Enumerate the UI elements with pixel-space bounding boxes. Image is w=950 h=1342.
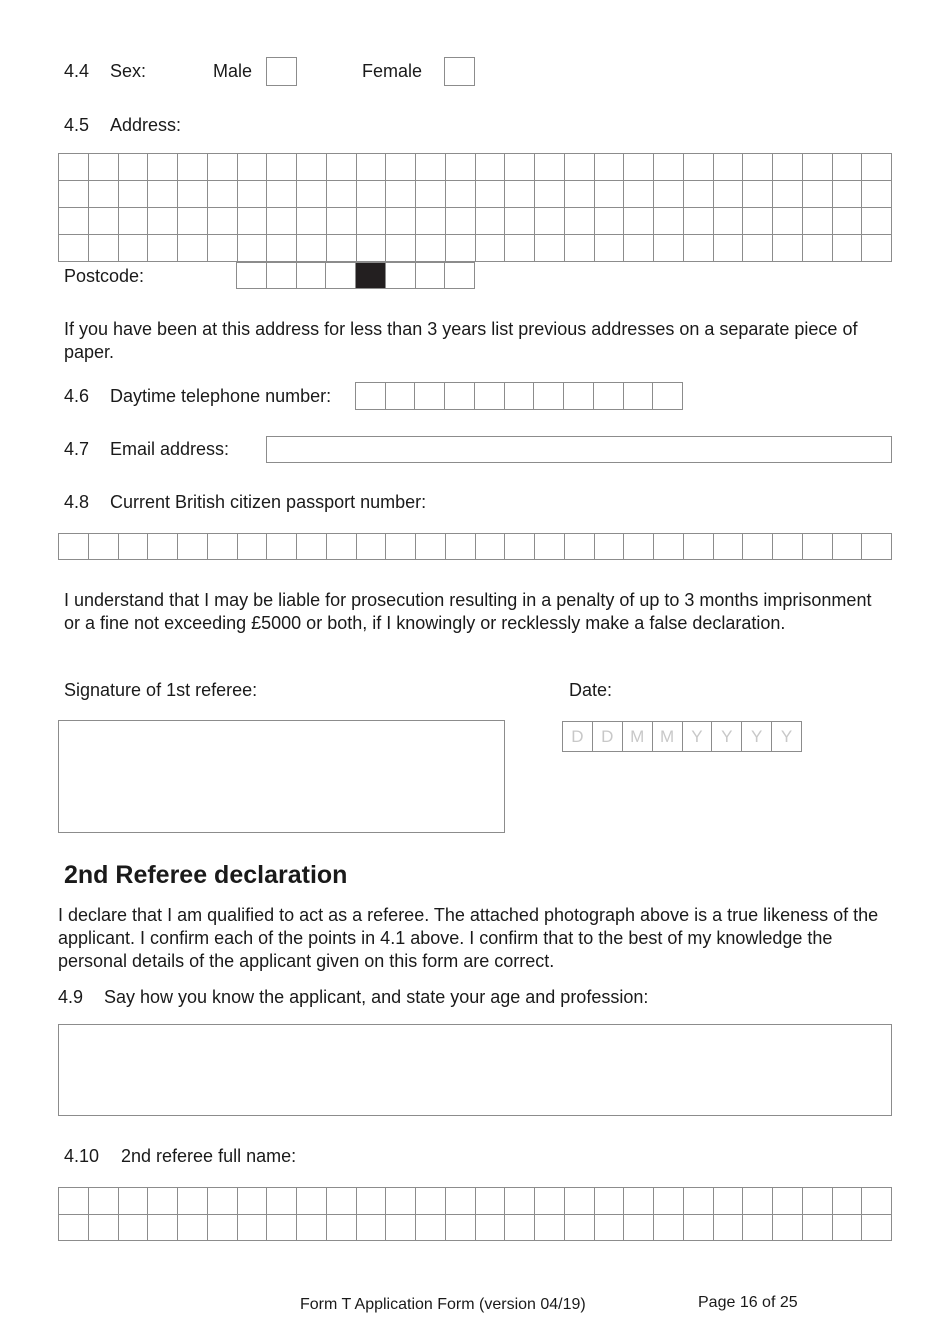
- postcode-label: Postcode:: [64, 266, 145, 286]
- full-name-cell[interactable]: [773, 1188, 803, 1215]
- address-cell[interactable]: [297, 181, 327, 208]
- passport-cell[interactable]: [208, 534, 238, 560]
- full-name-cell[interactable]: [208, 1188, 238, 1215]
- address-cell[interactable]: [357, 181, 387, 208]
- full-name-cell[interactable]: [833, 1215, 863, 1242]
- address-cell[interactable]: [446, 235, 476, 262]
- passport-cell[interactable]: [595, 534, 625, 560]
- address-cell[interactable]: [386, 154, 416, 181]
- address-cell[interactable]: [862, 235, 892, 262]
- footer-page-number: Page 16 of 25: [698, 1294, 798, 1311]
- full-name-cell[interactable]: [208, 1215, 238, 1242]
- address-cell[interactable]: [505, 154, 535, 181]
- full-name-cell[interactable]: [684, 1188, 714, 1215]
- address-cell[interactable]: [714, 235, 744, 262]
- postcode-cell[interactable]: [267, 263, 297, 289]
- postcode-cell[interactable]: [326, 263, 356, 289]
- full-name-cell[interactable]: [714, 1215, 744, 1242]
- date-grid[interactable]: [562, 721, 802, 752]
- full-name-cell[interactable]: [476, 1188, 506, 1215]
- address-cell[interactable]: [119, 235, 149, 262]
- address-cell[interactable]: [416, 181, 446, 208]
- address-cell[interactable]: [416, 154, 446, 181]
- address-cell[interactable]: [803, 181, 833, 208]
- full-name-cell[interactable]: [297, 1215, 327, 1242]
- passport-cell[interactable]: [89, 534, 119, 560]
- address-cell[interactable]: [416, 235, 446, 262]
- address-cell[interactable]: [89, 208, 119, 235]
- date-year-3-cell[interactable]: Y: [742, 722, 772, 752]
- postcode-cell: [356, 263, 386, 289]
- address-cell[interactable]: [238, 181, 268, 208]
- passport-cell[interactable]: [59, 534, 89, 560]
- q45-label: Address:: [110, 115, 182, 135]
- full-name-cell[interactable]: [416, 1215, 446, 1242]
- full-name-cell[interactable]: [476, 1215, 506, 1242]
- full-name-cell[interactable]: [297, 1188, 327, 1215]
- date-year-4-cell[interactable]: Y: [772, 722, 802, 752]
- phone-cell[interactable]: [594, 383, 624, 410]
- phone-cell[interactable]: [534, 383, 564, 410]
- address-cell[interactable]: [267, 235, 297, 262]
- q47-number: 4.7: [64, 439, 90, 459]
- phone-cell[interactable]: [564, 383, 594, 410]
- full-name-cell[interactable]: [535, 1188, 565, 1215]
- address-cell[interactable]: [357, 235, 387, 262]
- address-cell[interactable]: [862, 154, 892, 181]
- address-cell[interactable]: [208, 181, 238, 208]
- address-cell[interactable]: [505, 181, 535, 208]
- address-cell[interactable]: [654, 208, 684, 235]
- full-name-cell[interactable]: [178, 1188, 208, 1215]
- male-label: Male: [213, 61, 253, 81]
- passport-cell[interactable]: [505, 534, 535, 560]
- address-grid[interactable]: [58, 153, 892, 262]
- address-cell[interactable]: [535, 208, 565, 235]
- q44-number: 4.4: [64, 61, 90, 81]
- full-name-cell[interactable]: [862, 1188, 892, 1215]
- passport-cell[interactable]: [684, 534, 714, 560]
- phone-cell[interactable]: [445, 383, 475, 410]
- phone-grid[interactable]: [355, 382, 683, 410]
- full-name-cell[interactable]: [446, 1188, 476, 1215]
- declaration-text: I understand that I may be liable for prosecution resulting in a penalty of up to 3 months imprisonment or a fine not exceeding £5000 or both, if I knowingly or recklessly make a false declaration.: [64, 590, 872, 633]
- address-cell[interactable]: [862, 208, 892, 235]
- address-cell[interactable]: [208, 235, 238, 262]
- passport-cell[interactable]: [862, 534, 892, 560]
- passport-cell[interactable]: [743, 534, 773, 560]
- address-cell[interactable]: [743, 181, 773, 208]
- address-cell[interactable]: [476, 208, 506, 235]
- passport-cell[interactable]: [416, 534, 446, 560]
- full-name-cell[interactable]: [684, 1215, 714, 1242]
- passport-cell[interactable]: [476, 534, 506, 560]
- q49-label: Say how you know the applicant, and state your age and profession:: [104, 987, 649, 1007]
- address-cell[interactable]: [446, 181, 476, 208]
- address-cell[interactable]: [743, 235, 773, 262]
- address-cell[interactable]: [505, 235, 535, 262]
- address-cell[interactable]: [327, 235, 357, 262]
- passport-cell[interactable]: [357, 534, 387, 560]
- address-cell[interactable]: [535, 154, 565, 181]
- full-name-cell[interactable]: [803, 1188, 833, 1215]
- date-month-2-cell[interactable]: M: [653, 722, 683, 752]
- address-cell[interactable]: [476, 154, 506, 181]
- address-cell[interactable]: [595, 235, 625, 262]
- address-cell[interactable]: [327, 208, 357, 235]
- full-name-cell[interactable]: [743, 1188, 773, 1215]
- address-cell[interactable]: [267, 181, 297, 208]
- passport-cell[interactable]: [119, 534, 149, 560]
- address-cell[interactable]: [386, 235, 416, 262]
- address-cell[interactable]: [624, 154, 654, 181]
- q44-label: Sex:: [110, 61, 147, 81]
- address-cell[interactable]: [833, 235, 863, 262]
- address-cell[interactable]: [386, 181, 416, 208]
- phone-cell[interactable]: [475, 383, 505, 410]
- date-day-1-cell[interactable]: D: [563, 722, 593, 752]
- full-name-cell[interactable]: [505, 1215, 535, 1242]
- address-cell[interactable]: [238, 154, 268, 181]
- phone-cell[interactable]: [356, 383, 386, 410]
- q410-label: 2nd referee full name:: [121, 1146, 297, 1166]
- phone-cell[interactable]: [415, 383, 445, 410]
- full-name-grid[interactable]: [58, 1187, 892, 1241]
- address-cell[interactable]: [803, 208, 833, 235]
- address-cell[interactable]: [654, 181, 684, 208]
- address-cell[interactable]: [208, 208, 238, 235]
- address-cell[interactable]: [327, 181, 357, 208]
- q47-label: Email address:: [110, 439, 230, 459]
- passport-cell[interactable]: [446, 534, 476, 560]
- signature-box[interactable]: [58, 720, 505, 833]
- phone-cell[interactable]: [653, 383, 683, 410]
- passport-cell[interactable]: [714, 534, 744, 560]
- address-cell[interactable]: [803, 154, 833, 181]
- q49-number: 4.9: [58, 987, 84, 1007]
- full-name-cell[interactable]: [238, 1215, 268, 1242]
- full-name-cell[interactable]: [148, 1188, 178, 1215]
- phone-cell[interactable]: [386, 383, 416, 410]
- address-cell[interactable]: [624, 235, 654, 262]
- full-name-cell[interactable]: [357, 1188, 387, 1215]
- address-cell[interactable]: [535, 235, 565, 262]
- postcode-grid[interactable]: [236, 262, 475, 289]
- address-cell[interactable]: [297, 235, 327, 262]
- postcode-cell[interactable]: [445, 263, 475, 289]
- address-cell[interactable]: [595, 181, 625, 208]
- passport-cell[interactable]: [654, 534, 684, 560]
- postcode-cell[interactable]: [386, 263, 416, 289]
- full-name-cell[interactable]: [833, 1188, 863, 1215]
- passport-cell[interactable]: [267, 534, 297, 560]
- address-cell[interactable]: [684, 235, 714, 262]
- passport-cell[interactable]: [386, 534, 416, 560]
- female-label: Female: [362, 61, 423, 81]
- section-heading: 2nd Referee declaration: [64, 861, 348, 889]
- address-cell[interactable]: [654, 235, 684, 262]
- date-year-1-cell[interactable]: Y: [683, 722, 713, 752]
- phone-cell[interactable]: [505, 383, 535, 410]
- passport-cell[interactable]: [833, 534, 863, 560]
- full-name-cell[interactable]: [654, 1188, 684, 1215]
- address-cell[interactable]: [267, 154, 297, 181]
- address-cell[interactable]: [89, 235, 119, 262]
- full-name-cell[interactable]: [743, 1215, 773, 1242]
- address-cell[interactable]: [505, 208, 535, 235]
- q48-number: 4.8: [64, 492, 90, 512]
- address-cell[interactable]: [773, 154, 803, 181]
- passport-cell[interactable]: [297, 534, 327, 560]
- address-cell[interactable]: [565, 181, 595, 208]
- passport-grid[interactable]: [58, 533, 892, 560]
- address-cell[interactable]: [773, 208, 803, 235]
- q45-number: 4.5: [64, 115, 90, 135]
- address-cell[interactable]: [178, 154, 208, 181]
- address-cell[interactable]: [684, 181, 714, 208]
- address-cell[interactable]: [773, 235, 803, 262]
- full-name-cell[interactable]: [654, 1215, 684, 1242]
- passport-cell[interactable]: [565, 534, 595, 560]
- q46-number: 4.6: [64, 386, 90, 406]
- full-name-cell[interactable]: [416, 1188, 446, 1215]
- address-cell[interactable]: [446, 154, 476, 181]
- address-cell[interactable]: [535, 181, 565, 208]
- address-cell[interactable]: [714, 181, 744, 208]
- address-cell[interactable]: [595, 154, 625, 181]
- address-cell[interactable]: [833, 208, 863, 235]
- address-cell[interactable]: [89, 154, 119, 181]
- full-name-cell[interactable]: [386, 1188, 416, 1215]
- address-cell[interactable]: [119, 154, 149, 181]
- address-cell[interactable]: [357, 154, 387, 181]
- full-name-cell[interactable]: [119, 1188, 149, 1215]
- full-name-cell[interactable]: [595, 1188, 625, 1215]
- address-cell[interactable]: [446, 208, 476, 235]
- address-cell[interactable]: [59, 154, 89, 181]
- full-name-cell[interactable]: [267, 1215, 297, 1242]
- address-cell[interactable]: [624, 208, 654, 235]
- address-cell[interactable]: [59, 181, 89, 208]
- address-cell[interactable]: [59, 235, 89, 262]
- full-name-cell[interactable]: [565, 1188, 595, 1215]
- address-cell[interactable]: [148, 181, 178, 208]
- full-name-cell[interactable]: [148, 1215, 178, 1242]
- female-checkbox[interactable]: [444, 57, 475, 86]
- address-cell[interactable]: [297, 154, 327, 181]
- address-cell[interactable]: [714, 208, 744, 235]
- full-name-cell[interactable]: [59, 1215, 89, 1242]
- address-cell[interactable]: [178, 235, 208, 262]
- address-cell[interactable]: [862, 181, 892, 208]
- address-cell[interactable]: [476, 181, 506, 208]
- date-day-2-cell[interactable]: D: [593, 722, 623, 752]
- date-label: Date:: [569, 680, 613, 700]
- full-name-cell[interactable]: [386, 1215, 416, 1242]
- address-note: If you have been at this address for less than 3 years list previous addresses on a separate piece of paper.: [64, 319, 858, 362]
- footer-form-name: Form T Application Form (version 04/19): [300, 1296, 586, 1313]
- passport-cell[interactable]: [535, 534, 565, 560]
- address-cell[interactable]: [208, 154, 238, 181]
- address-cell[interactable]: [178, 181, 208, 208]
- full-name-cell[interactable]: [446, 1215, 476, 1242]
- phone-cell[interactable]: [624, 383, 654, 410]
- address-cell[interactable]: [386, 208, 416, 235]
- address-cell[interactable]: [476, 235, 506, 262]
- male-checkbox[interactable]: [266, 57, 297, 86]
- date-month-1-cell[interactable]: M: [623, 722, 653, 752]
- passport-cell[interactable]: [327, 534, 357, 560]
- address-cell[interactable]: [773, 181, 803, 208]
- full-name-cell[interactable]: [89, 1215, 119, 1242]
- full-name-cell[interactable]: [624, 1188, 654, 1215]
- passport-cell[interactable]: [148, 534, 178, 560]
- address-cell[interactable]: [119, 208, 149, 235]
- postcode-cell[interactable]: [416, 263, 446, 289]
- signature-label: Signature of 1st referee:: [64, 680, 258, 700]
- q46-label: Daytime telephone number:: [110, 386, 332, 406]
- address-cell[interactable]: [327, 154, 357, 181]
- address-cell[interactable]: [238, 208, 268, 235]
- full-name-cell[interactable]: [505, 1188, 535, 1215]
- address-cell[interactable]: [119, 181, 149, 208]
- address-cell[interactable]: [833, 181, 863, 208]
- address-cell[interactable]: [684, 208, 714, 235]
- full-name-cell[interactable]: [327, 1215, 357, 1242]
- referee2-declaration-text: I declare that I am qualified to act as a referee. The attached photograph above is a true likeness of the applicant. I confirm each of the points in 4.1 above. I confirm that to the best of my knowledge the personal details of the applicant given on this form are correct.: [58, 905, 879, 971]
- full-name-cell[interactable]: [267, 1188, 297, 1215]
- full-name-cell[interactable]: [357, 1215, 387, 1242]
- full-name-cell[interactable]: [327, 1188, 357, 1215]
- address-cell[interactable]: [59, 208, 89, 235]
- address-cell[interactable]: [624, 181, 654, 208]
- address-cell[interactable]: [178, 208, 208, 235]
- address-cell[interactable]: [565, 235, 595, 262]
- address-cell[interactable]: [148, 235, 178, 262]
- address-cell[interactable]: [684, 154, 714, 181]
- address-cell[interactable]: [267, 208, 297, 235]
- full-name-cell[interactable]: [178, 1215, 208, 1242]
- postcode-cell[interactable]: [237, 263, 267, 289]
- email-field[interactable]: [266, 436, 892, 463]
- address-cell[interactable]: [743, 208, 773, 235]
- full-name-cell[interactable]: [862, 1215, 892, 1242]
- full-name-cell[interactable]: [535, 1215, 565, 1242]
- address-cell[interactable]: [803, 235, 833, 262]
- address-cell[interactable]: [416, 208, 446, 235]
- address-cell[interactable]: [743, 154, 773, 181]
- full-name-cell[interactable]: [238, 1188, 268, 1215]
- full-name-cell[interactable]: [89, 1188, 119, 1215]
- full-name-cell[interactable]: [624, 1215, 654, 1242]
- date-year-2-cell[interactable]: Y: [712, 722, 742, 752]
- address-cell[interactable]: [565, 154, 595, 181]
- address-cell[interactable]: [148, 208, 178, 235]
- address-cell[interactable]: [654, 154, 684, 181]
- q49-answer-box[interactable]: [58, 1024, 892, 1116]
- q48-label: Current British citizen passport number:: [110, 492, 427, 512]
- passport-cell[interactable]: [178, 534, 208, 560]
- full-name-cell[interactable]: [803, 1215, 833, 1242]
- full-name-cell[interactable]: [59, 1188, 89, 1215]
- address-cell[interactable]: [714, 154, 744, 181]
- passport-cell[interactable]: [773, 534, 803, 560]
- address-cell[interactable]: [89, 181, 119, 208]
- address-cell[interactable]: [148, 154, 178, 181]
- address-cell[interactable]: [357, 208, 387, 235]
- address-cell[interactable]: [833, 154, 863, 181]
- address-cell[interactable]: [297, 208, 327, 235]
- full-name-cell[interactable]: [714, 1188, 744, 1215]
- passport-cell[interactable]: [624, 534, 654, 560]
- full-name-cell[interactable]: [595, 1215, 625, 1242]
- passport-cell[interactable]: [238, 534, 268, 560]
- address-cell[interactable]: [565, 208, 595, 235]
- address-cell[interactable]: [595, 208, 625, 235]
- full-name-cell[interactable]: [119, 1215, 149, 1242]
- full-name-cell[interactable]: [565, 1215, 595, 1242]
- postcode-cell[interactable]: [297, 263, 327, 289]
- passport-cell[interactable]: [803, 534, 833, 560]
- q410-number: 4.10: [64, 1146, 100, 1166]
- full-name-cell[interactable]: [773, 1215, 803, 1242]
- address-cell[interactable]: [238, 235, 268, 262]
